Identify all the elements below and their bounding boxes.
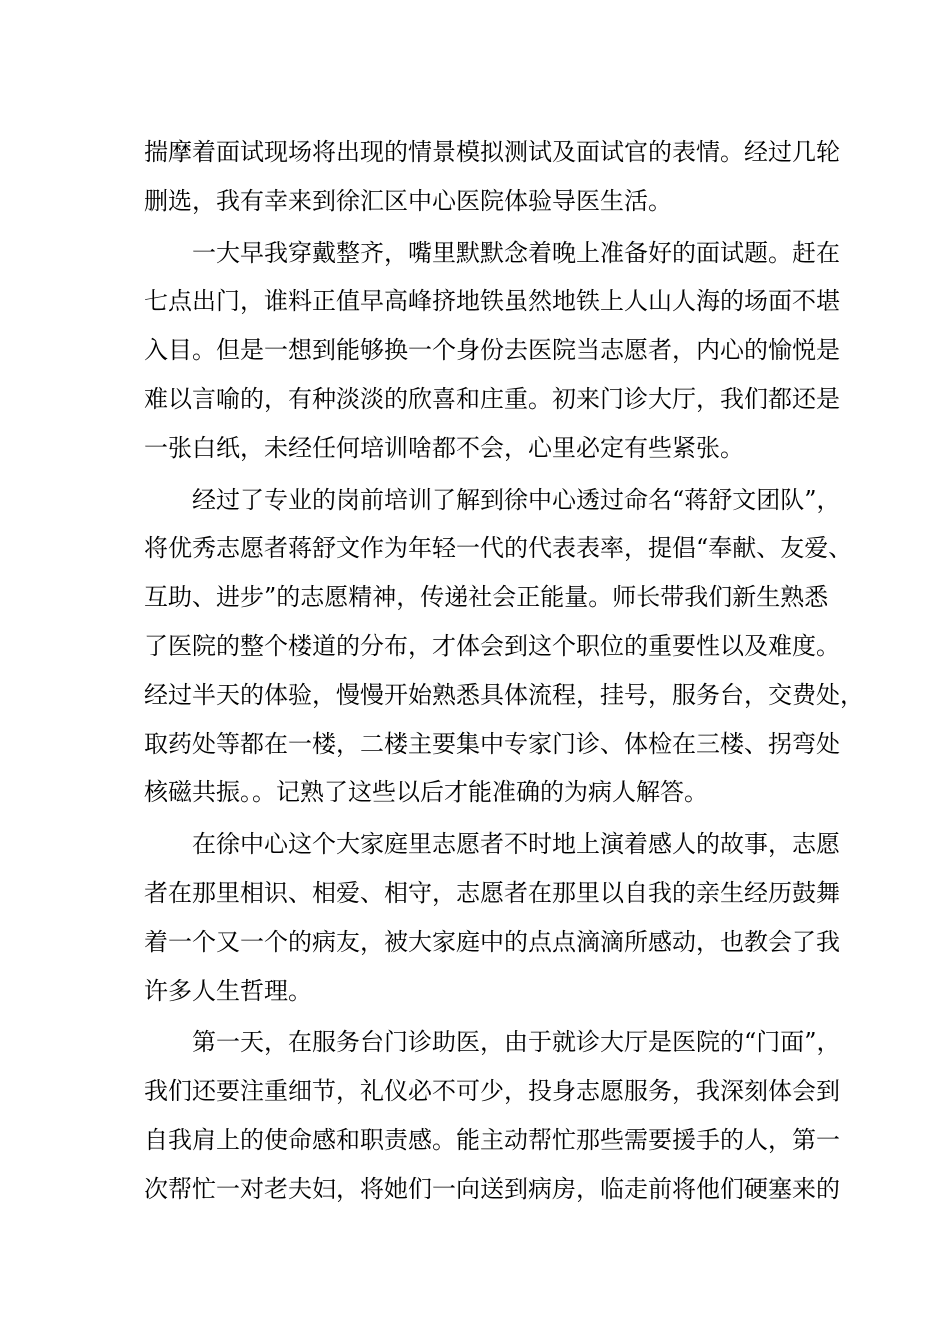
text-line: 将优秀志愿者蒋舒文作为年轻一代的代表表率，提倡“奉献、友爱、 [144, 534, 853, 563]
text-line: 删选，我有幸来到徐汇区中心医院体验导医生活。 [144, 186, 672, 215]
text-line: 自我肩上的使命感和职责感。能主动帮忙那些需要援手的人，第一 [144, 1125, 840, 1154]
text-line: 核磁共振。。记熟了这些以后才能准确的为病人解答。 [144, 778, 708, 807]
paragraph-first-line: 第一天，在服务台门诊助医，由于就诊大厅是医院的“门面”， [192, 1028, 841, 1057]
paragraph-first-line: 一大早我穿戴整齐，嘴里默默念着晚上准备好的面试题。赶在 [192, 238, 840, 267]
text-line: 者在那里相识、相爱、相守，志愿者在那里以自我的亲生经历鼓舞 [144, 878, 840, 907]
text-line: 互助、进步”的志愿精神，传递社会正能量。师长带我们新生熟悉 [144, 583, 829, 612]
paragraph-first-line: 经过了专业的岗前培训了解到徐中心透过命名“蒋舒文团队”， [192, 485, 841, 514]
text-line: 我们还要注重细节，礼仪必不可少，投身志愿服务，我深刻体会到 [144, 1077, 840, 1106]
text-line: 了医院的整个楼道的分布，才体会到这个职位的重要性以及难度。 [144, 631, 840, 660]
text-line: 入目。但是一想到能够换一个身份去医院当志愿者，内心的愉悦是 [144, 336, 840, 365]
text-line: 一张白纸，未经任何培训啥都不会，心里必定有些紧张。 [144, 433, 744, 462]
paragraph-first-line: 在徐中心这个大家庭里志愿者不时地上演着感人的故事，志愿 [192, 830, 840, 859]
text-line: 难以言喻的，有种淡淡的欣喜和庄重。初来门诊大厅，我们都还是 [144, 384, 840, 413]
text-line: 取药处等都在一楼，二楼主要集中专家门诊、体检在三楼、拐弯处 [144, 729, 840, 758]
text-line: 着一个又一个的病友，被大家庭中的点点滴滴所感动，也教会了我 [144, 927, 840, 956]
document-body [144, 128, 864, 1214]
text-line: 许多人生哲理。 [144, 976, 312, 1005]
text-line: 揣摩着面试现场将出现的情景模拟测试及面试官的表情。经过几轮 [144, 138, 840, 166]
text-line: 经过半天的体验，慢慢开始熟悉具体流程，挂号，服务台，交费处， [144, 680, 864, 709]
text-line: 七点出门，谁料正值早高峰挤地铁虽然地铁上人山人海的场面不堪 [144, 287, 840, 316]
text-line: 次帮忙一对老夫妇，将她们一向送到病房，临走前将他们硬塞来的 [144, 1174, 840, 1203]
